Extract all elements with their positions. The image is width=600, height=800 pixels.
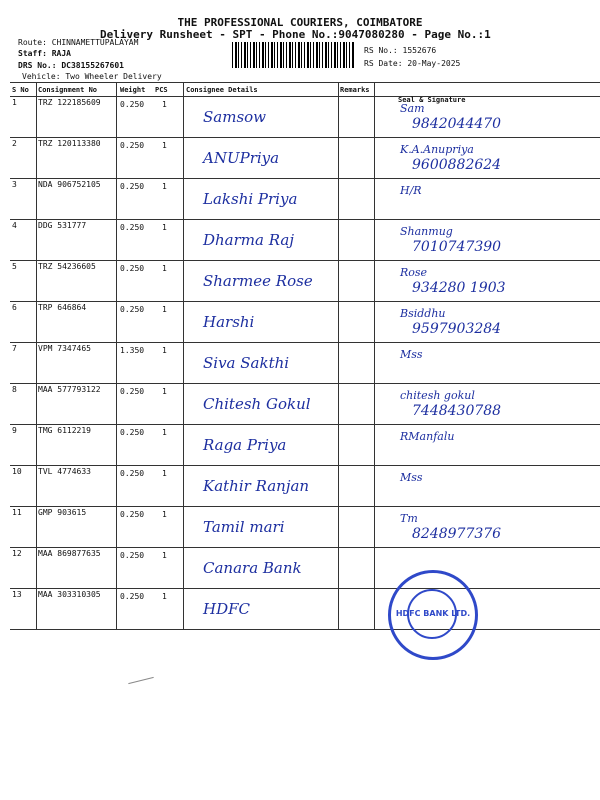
row-consignee: Canara Bank (203, 559, 302, 577)
row-divider (10, 588, 600, 589)
header-seal: Seal & Signature (398, 96, 466, 104)
row-pcs: 1 (162, 469, 167, 478)
row-weight: 0.250 (120, 100, 145, 109)
row-divider (10, 301, 600, 302)
row-pcs: 1 (162, 428, 167, 437)
row-signature: RManfalu (400, 430, 455, 443)
row-weight: 1.350 (120, 346, 145, 355)
row-sno: 8 (12, 385, 17, 394)
row-consignee: HDFC (203, 600, 250, 618)
row-phone: 9600882624 (412, 157, 502, 173)
row-sno: 4 (12, 221, 17, 230)
row-pcs: 1 (162, 387, 167, 396)
row-consignment: DDG 531777 (38, 221, 87, 230)
header-consignee: Consignee Details (186, 86, 258, 94)
runsheet-subtitle: Delivery Runsheet - SPT - Phone No.:9047080280 - Page No.:1 (100, 28, 491, 41)
row-divider (10, 342, 600, 343)
row-phone: 9597903284 (412, 321, 502, 337)
row-consignee: Harshi (203, 313, 255, 331)
row-sno: 3 (12, 180, 17, 189)
row-consignee: Lakshi Priya (203, 190, 298, 208)
row-consignment: NDA 906752105 (38, 180, 101, 189)
row-consignee: Chitesh Gokul (203, 395, 311, 413)
row-signature: Rose (400, 266, 428, 279)
header-weight: Weight (120, 86, 146, 94)
row-pcs: 1 (162, 223, 167, 232)
row-weight: 0.250 (120, 305, 145, 314)
row-signature: Sam (400, 102, 425, 115)
row-consignment: TRZ 122185609 (38, 98, 101, 107)
row-consignment: TRZ 54236605 (38, 262, 96, 271)
row-weight: 0.250 (120, 141, 145, 150)
row-pcs: 1 (162, 551, 167, 560)
row-weight: 0.250 (120, 182, 145, 191)
row-consignment: TVL 4774633 (38, 467, 91, 476)
company-title: THE PROFESSIONAL COURIERS, COIMBATORE (177, 16, 423, 29)
header-pcs: PCS (155, 86, 168, 94)
row-signature: Tm (400, 512, 418, 525)
row-consignee: Dharma Raj (203, 231, 294, 249)
row-consignment: VPM 7347465 (38, 344, 91, 353)
row-pcs: 1 (162, 510, 167, 519)
header-sno: S No (12, 86, 29, 94)
row-phone: 9842044470 (412, 116, 502, 132)
row-weight: 0.250 (120, 592, 145, 601)
row-phone: 934280 1903 (412, 280, 506, 296)
row-sno: 13 (12, 590, 22, 599)
row-consignment: GMP 903615 (38, 508, 87, 517)
row-phone: 7010747390 (412, 239, 502, 255)
row-consignee: Samsow (203, 108, 267, 126)
row-pcs: 1 (162, 141, 167, 150)
row-weight: 0.250 (120, 387, 145, 396)
row-sno: 5 (12, 262, 17, 271)
row-sno: 12 (12, 549, 22, 558)
row-weight: 0.250 (120, 510, 145, 519)
row-consignment: MAA 303310305 (38, 590, 101, 599)
row-sno: 1 (12, 98, 17, 107)
row-consignee: Raga Priya (203, 436, 287, 454)
row-signature: Bsiddhu (400, 307, 446, 320)
row-signature: K.A.Anupriya (400, 143, 474, 156)
staff-label: Staff: RAJA (18, 49, 71, 58)
row-sno: 10 (12, 467, 22, 476)
bank-stamp (388, 570, 478, 660)
row-pcs: 1 (162, 182, 167, 191)
row-divider (10, 260, 600, 261)
row-signature: chitesh gokul (400, 389, 475, 402)
row-sno: 6 (12, 303, 17, 312)
row-divider (10, 547, 600, 548)
row-signature: Shanmug (400, 225, 453, 238)
row-consignee: Tamil mari (203, 518, 285, 536)
row-consignment: MAA 869877635 (38, 549, 101, 558)
row-pcs: 1 (162, 346, 167, 355)
header-consignment: Consignment No (38, 86, 98, 94)
row-consignment: TRZ 120113380 (38, 139, 101, 148)
row-consignment: TRP 646864 (38, 303, 87, 312)
row-divider (10, 383, 600, 384)
stamp-text: HDFC BANK LTD. (395, 609, 471, 618)
route-label: Route: CHINNAMETTUPALAYAM (18, 38, 139, 47)
row-pcs: 1 (162, 592, 167, 601)
row-divider (10, 506, 600, 507)
row-consignee: Siva Sakthi (203, 354, 290, 372)
row-signature: Mss (400, 471, 423, 484)
row-signature: Mss (400, 348, 423, 361)
row-divider (10, 137, 600, 138)
row-divider (10, 629, 600, 630)
row-consignee: ANUPriya (203, 149, 280, 167)
row-phone: 8248977376 (412, 526, 502, 542)
row-weight: 0.250 (120, 551, 145, 560)
row-sno: 2 (12, 139, 17, 148)
row-consignee: Kathir Ranjan (203, 477, 310, 495)
row-weight: 0.250 (120, 428, 145, 437)
row-consignment: TMG 6112219 (38, 426, 91, 435)
rs-number: RS No.: 1552676 (364, 46, 437, 55)
row-consignee: Sharmee Rose (203, 272, 313, 290)
row-divider (10, 219, 600, 220)
rs-date: RS Date: 20-May-2025 (364, 59, 461, 68)
row-sno: 11 (12, 508, 22, 517)
row-sno: 7 (12, 344, 17, 353)
row-divider (10, 178, 600, 179)
row-weight: 0.250 (120, 223, 145, 232)
row-weight: 0.250 (120, 264, 145, 273)
row-pcs: 1 (162, 100, 167, 109)
row-consignment: MAA 577793122 (38, 385, 101, 394)
row-divider (10, 424, 600, 425)
row-weight: 0.250 (120, 469, 145, 478)
pen-mark (128, 677, 153, 684)
row-pcs: 1 (162, 264, 167, 273)
row-pcs: 1 (162, 305, 167, 314)
header-remarks: Remarks (340, 86, 370, 94)
vehicle-label: Vehicle: Two Wheeler Delivery (22, 72, 162, 81)
drs-number: DRS No.: DC38155267601 (18, 61, 124, 70)
row-divider (10, 465, 600, 466)
row-signature: H/R (400, 184, 422, 197)
barcode-image (232, 42, 354, 68)
row-sno: 9 (12, 426, 17, 435)
row-phone: 7448430788 (412, 403, 502, 419)
